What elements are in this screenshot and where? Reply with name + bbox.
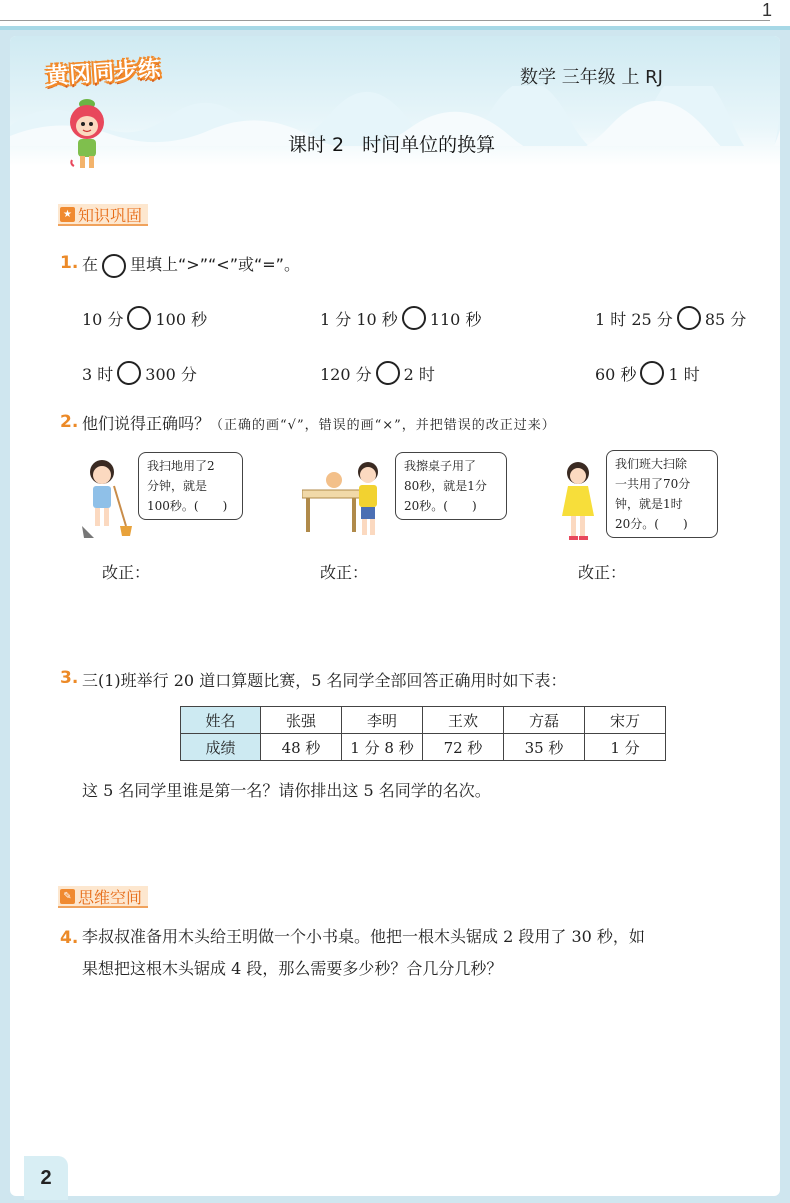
table-row [181, 734, 666, 761]
comparison-left: 60 秒 [595, 364, 637, 384]
comparison-item [82, 306, 207, 330]
section-label: 知识巩固 [78, 205, 143, 225]
answer-circle[interactable] [640, 361, 664, 385]
worksheet-page [10, 36, 780, 1196]
question-number: 3. [60, 668, 79, 688]
answer-circle[interactable] [677, 306, 701, 330]
question-4-line: 果想把这根木头锯成 4 段，那么需要多少秒？合几分几秒？ [82, 959, 503, 978]
divider [0, 20, 770, 21]
table-row [181, 707, 666, 734]
comparison-left: 120 分 [320, 364, 372, 384]
table-cell: 1 分 [585, 734, 666, 761]
table-header-cell: 成绩 [181, 734, 261, 761]
question-2-text [82, 411, 556, 434]
brand-logo: 黄冈同步练 [45, 57, 162, 90]
lesson-title [288, 130, 495, 157]
lesson-number: 课时 2 [288, 134, 345, 156]
page-number: 2 [24, 1156, 68, 1200]
question-2-main: 他们说得正确吗？ [82, 414, 211, 433]
table-cell: 李明 [342, 707, 423, 734]
comparison-right: 110 秒 [429, 309, 482, 329]
comparison-left: 3 时 [82, 364, 114, 384]
comparison-right: 1 时 [668, 364, 700, 384]
table-cell: 方磊 [504, 707, 585, 734]
question-1-text-post: 里填上“>”“<”或“=”。 [130, 255, 300, 274]
comparison-item [595, 361, 700, 385]
girl-sweeping-illustration [80, 456, 136, 540]
correction-label: 改正： [102, 563, 151, 582]
question-2-note: （正确的画“√”，错误的画“×”，并把错误的改正过来） [210, 418, 556, 433]
table-cell: 王欢 [423, 707, 504, 734]
lesson-name: 时间单位的换算 [362, 134, 496, 156]
comparison-left: 1 时 25 分 [595, 309, 673, 329]
previous-page-strip [0, 0, 790, 30]
mascot-illustration [62, 94, 112, 174]
score-table [180, 706, 666, 761]
question-1-text [82, 252, 300, 278]
answer-circle[interactable] [376, 361, 400, 385]
speech-bubble: 我扫地用了2 分钟，就是 100秒。( ) [138, 452, 243, 520]
answer-circle[interactable] [102, 254, 126, 278]
table-header-cell: 姓名 [181, 707, 261, 734]
question-number: 1. [60, 253, 79, 273]
comparison-right: 85 分 [704, 309, 747, 329]
girl-standing-illustration [558, 460, 598, 544]
table-cell: 张强 [261, 707, 342, 734]
table-cell: 48 秒 [261, 734, 342, 761]
comparison-left: 10 分 [82, 309, 124, 329]
table-cell: 宋万 [585, 707, 666, 734]
bulb-icon: ✎ [60, 889, 75, 904]
correction-label: 改正： [320, 563, 369, 582]
answer-circle[interactable] [127, 306, 151, 330]
comparison-item [82, 361, 197, 385]
question-4-line: 李叔叔准备用木头给王明做一个小书桌。他把一根木头锯成 2 段用了 30 秒，如 [82, 927, 645, 946]
answer-circle[interactable] [117, 361, 141, 385]
correction-label: 改正： [578, 563, 627, 582]
question-3-prompt: 这 5 名同学里谁是第一名？请你排出这 5 名同学的名次。 [82, 781, 491, 800]
section-label: 思维空间 [78, 887, 143, 907]
comparison-right: 2 时 [403, 364, 435, 384]
comparison-item [320, 361, 435, 385]
table-cell: 1 分 8 秒 [342, 734, 423, 761]
star-icon: ★ [60, 207, 75, 222]
boy-wiping-table-illustration [302, 460, 388, 544]
subject-grade-label: 数学 三年级 上 RJ [520, 67, 663, 88]
section-tag-thinking [58, 886, 148, 908]
answer-circle[interactable] [402, 306, 426, 330]
speech-bubble: 我擦桌子用了 80秒，就是1分 20秒。( ) [395, 452, 507, 520]
comparison-right: 300 分 [145, 364, 197, 384]
table-cell: 72 秒 [423, 734, 504, 761]
comparison-item [320, 306, 481, 330]
comparison-item [595, 306, 746, 330]
table-cell: 35 秒 [504, 734, 585, 761]
question-1-text-pre: 在 [82, 255, 99, 274]
section-tag-knowledge [58, 204, 148, 226]
comparison-right: 100 秒 [155, 309, 208, 329]
question-number: 4. [60, 928, 79, 948]
comparison-left: 1 分 10 秒 [320, 309, 398, 329]
question-4-text [82, 921, 762, 985]
question-3-text: 三(1)班举行 20 道口算题比赛，5 名同学全部回答正确用时如下表： [82, 671, 567, 690]
speech-bubble: 我们班大扫除 一共用了70分 钟，就是1时 20分。( ) [606, 450, 718, 538]
question-number: 2. [60, 412, 79, 432]
previous-page-number: 1 [761, 0, 772, 20]
